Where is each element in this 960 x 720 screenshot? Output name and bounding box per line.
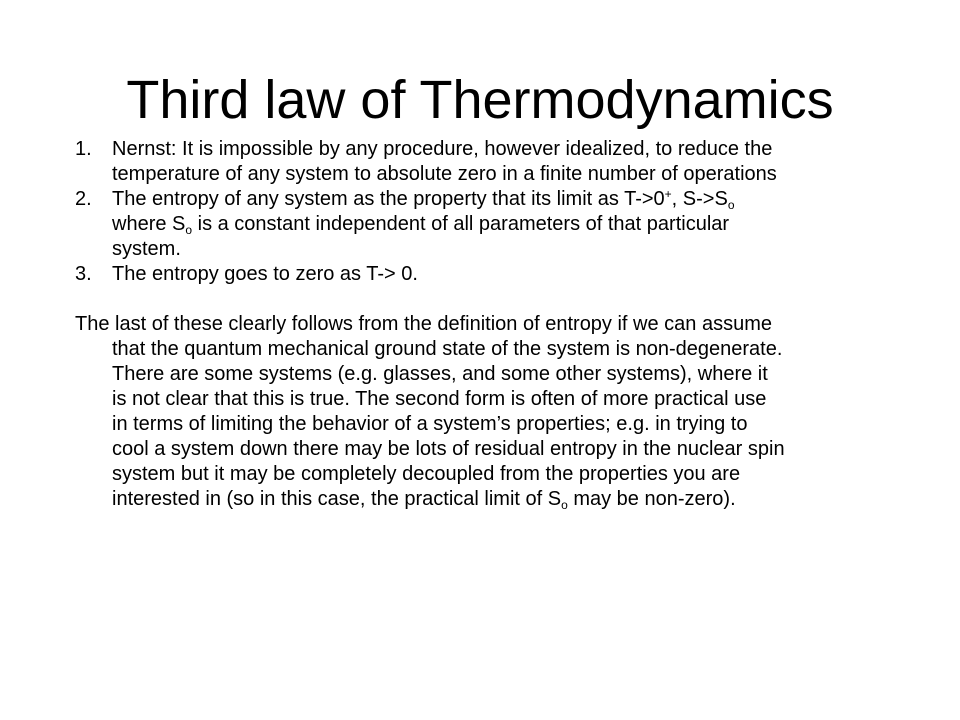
paragraph-line: The last of these clearly follows from the definition of entropy if we can assume bbox=[75, 313, 773, 335]
explanation-paragraph bbox=[75, 312, 935, 512]
list-item-line: temperature of any system to absolute zero in a finite number of operations bbox=[112, 163, 777, 185]
list-item-line: The entropy goes to zero as T-> 0. bbox=[112, 263, 418, 285]
paragraph-line: in terms of limiting the behavior of a system’s properties; e.g. in trying to bbox=[112, 413, 748, 435]
slide-title: Third law of Thermodynamics bbox=[126, 70, 834, 131]
list-item-line bbox=[112, 187, 935, 212]
superscript: + bbox=[664, 187, 672, 201]
text-run: may be non-zero). bbox=[567, 488, 736, 510]
paragraph-line: cool a system down there may be lots of residual entropy in the nuclear spin bbox=[112, 438, 785, 460]
paragraph-line: that the quantum mechanical ground state of the system is non-degenerate. bbox=[112, 338, 783, 360]
list-item-number: 2. bbox=[75, 188, 92, 210]
paragraph-line: system but it may be completely decoupled from the properties you are bbox=[112, 463, 741, 485]
law-statements-list bbox=[75, 137, 935, 287]
slide-body bbox=[75, 137, 935, 512]
list-item-line bbox=[112, 212, 935, 237]
list-item-number: 1. bbox=[75, 138, 92, 160]
text-run: interested in (so in this case, the practical limit of S bbox=[112, 488, 562, 510]
subscript: o bbox=[185, 223, 193, 237]
text-run: The entropy of any system as the property that its limit as T->0 bbox=[112, 188, 665, 210]
list-item-line: system. bbox=[112, 238, 181, 260]
text-run: where S bbox=[112, 213, 186, 235]
text-run: , S->S bbox=[671, 188, 728, 210]
list-item-number: 3. bbox=[75, 263, 92, 285]
list-item bbox=[75, 262, 935, 287]
list-item-line: Nernst: It is impossible by any procedure, however idealized, to reduce the bbox=[112, 138, 773, 160]
subscript: o bbox=[727, 198, 735, 212]
paragraph-line: There are some systems (e.g. glasses, and some other systems), where it bbox=[112, 363, 768, 385]
text-run: is a constant independent of all parameters of that particular bbox=[192, 213, 730, 235]
paragraph-line bbox=[75, 487, 935, 512]
list-item bbox=[75, 137, 935, 187]
subscript: o bbox=[561, 498, 568, 512]
paragraph-line: is not clear that this is true. The second form is often of more practical use bbox=[112, 388, 767, 410]
list-item bbox=[75, 187, 935, 262]
